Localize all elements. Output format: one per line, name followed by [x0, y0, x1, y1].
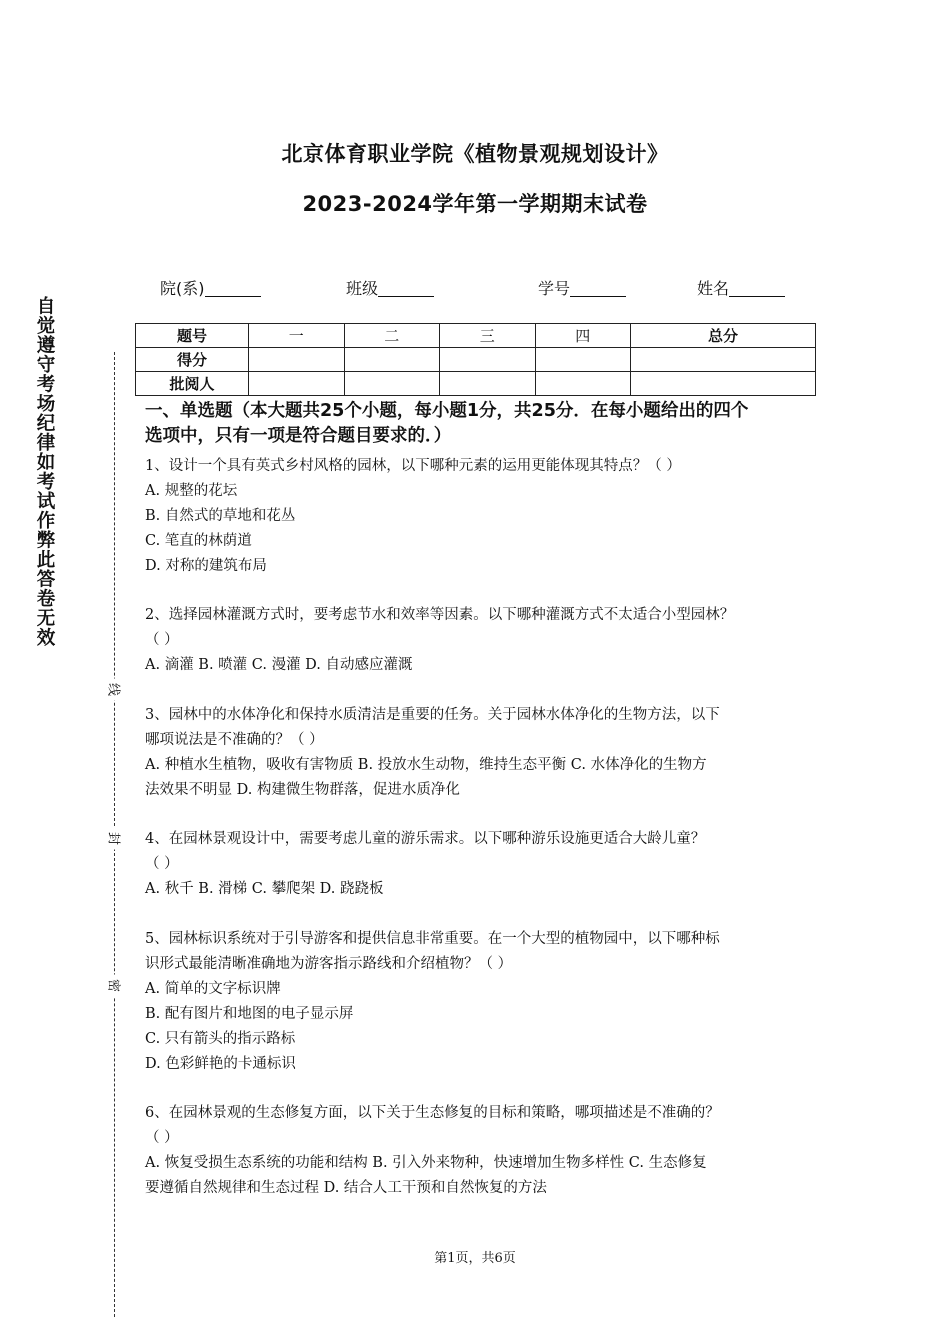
question-1-option: A. 规整的花坛: [145, 483, 238, 499]
column-header: 一: [249, 324, 345, 348]
name-blank: [729, 280, 785, 297]
row-label-score: 得分: [136, 348, 249, 372]
name-label: 姓名: [697, 279, 730, 298]
score-table-header-row: [136, 324, 816, 348]
student-id-blank: [570, 280, 626, 297]
question-5-stem: 5、园林标识系统对于引导游客和提供信息非常重要。在一个大型的植物园中，以下哪种标: [145, 931, 720, 947]
question-6-options: 要遵循自然规律和生态过程 D. 结合人工干预和自然恢复的方法: [145, 1180, 547, 1196]
question-3-stem: 3、园林中的水体净化和保持水质清洁是重要的任务。关于园林水体净化的生物方法，以下: [145, 707, 720, 723]
score-cell: [344, 348, 440, 372]
student-id-label: 学号: [538, 279, 571, 298]
section-heading: [145, 399, 825, 449]
grader-cell: [535, 372, 631, 396]
question-6-stem: 6、在园林景观的生态修复方面，以下关于生态修复的目标和策略，哪项描述是不准确的？: [145, 1105, 720, 1121]
seal-char-secret: 密: [106, 975, 125, 997]
department-blank: [205, 280, 261, 297]
name-field: [697, 276, 785, 299]
question-3-options: 法效果不明显 D. 构建微生物群落，促进水质净化: [145, 782, 460, 798]
page-number: 第1页，共6页: [434, 1251, 516, 1266]
department-label: 院(系): [160, 279, 205, 298]
score-cell: [440, 348, 536, 372]
exam-title-line2: 2023-2024学年第一学期期末试卷: [302, 192, 648, 216]
question-3-options: A. 种植水生植物，吸收有害物质 B. 投放水生动物，维持生态平衡 C. 水体净化的生物方: [145, 757, 707, 773]
question-5-stem: 识形式最能清晰准确地为游客指示路线和介绍植物？（ ）: [145, 956, 513, 972]
column-header: 四: [535, 324, 631, 348]
question-5-option: B. 配有图片和地图的电子显示屏: [145, 1006, 354, 1022]
question-6-stem: （ ）: [145, 1130, 179, 1146]
question-5-option: D. 色彩鲜艳的卡通标识: [145, 1056, 296, 1072]
question-5-option: C. 只有箭头的指示路标: [145, 1031, 296, 1047]
question-4-stem: （ ）: [145, 856, 179, 872]
question-2-stem: （ ）: [145, 632, 179, 648]
exam-title-line1: 北京体育职业学院《植物景观规划设计》: [281, 142, 669, 166]
row-label-grader: 批阅人: [136, 372, 249, 396]
student-id-field: [538, 276, 626, 299]
question-1-option: B. 自然式的草地和花丛: [145, 508, 296, 524]
score-cell: [249, 348, 345, 372]
score-table-row: [136, 372, 816, 396]
seal-char-line: 线: [106, 679, 125, 701]
row-label-question-no: 题号: [136, 324, 249, 348]
question-1-option: C. 笔直的林荫道: [145, 533, 252, 549]
score-cell: [631, 348, 816, 372]
score-cell: [535, 348, 631, 372]
grader-cell: [440, 372, 536, 396]
seal-char-seal: 封: [106, 828, 125, 850]
grader-cell: [631, 372, 816, 396]
question-4-stem: 4、在园林景观设计中，需要考虑儿童的游乐需求。以下哪种游乐设施更适合大龄儿童？: [145, 831, 706, 847]
question-3-stem: 哪项说法是不准确的？（ ）: [145, 732, 324, 748]
score-table-row: [136, 348, 816, 372]
section-heading-line: 选项中，只有一项是符合题目要求的．）: [145, 426, 452, 446]
class-field: [346, 276, 434, 299]
exam-discipline-warning: 自觉遵守考场纪律如考试作弊此答卷无效: [34, 296, 55, 647]
grader-cell: [249, 372, 345, 396]
column-header-total: 总分: [631, 324, 816, 348]
question-2-options: A. 滴灌 B. 喷灌 C. 漫灌 D. 自动感应灌溉: [145, 657, 413, 673]
question-6-options: A. 恢复受损生态系统的功能和结构 B. 引入外来物种，快速增加生物多样性 C. 生态修复: [145, 1155, 707, 1171]
question-5-option: A. 简单的文字标识牌: [145, 981, 281, 997]
column-header: 三: [440, 324, 536, 348]
department-field: [160, 276, 261, 299]
column-header: 二: [344, 324, 440, 348]
class-blank: [378, 280, 434, 297]
question-2-stem: 2、选择园林灌溉方式时，要考虑节水和效率等因素。以下哪种灌溉方式不太适合小型园林？: [145, 607, 735, 623]
class-label: 班级: [346, 279, 379, 298]
grader-cell: [344, 372, 440, 396]
question-1-stem: 1、设计一个具有英式乡村风格的园林，以下哪种元素的运用更能体现其特点？（ ）: [145, 458, 681, 474]
question-1-option: D. 对称的建筑布局: [145, 558, 267, 574]
score-table: [135, 323, 816, 396]
question-4-options: A. 秋千 B. 滑梯 C. 攀爬架 D. 跷跷板: [145, 881, 384, 897]
section-heading-line: 一、单选题（本大题共25个小题，每小题1分，共25分．在每小题给出的四个: [145, 401, 749, 421]
